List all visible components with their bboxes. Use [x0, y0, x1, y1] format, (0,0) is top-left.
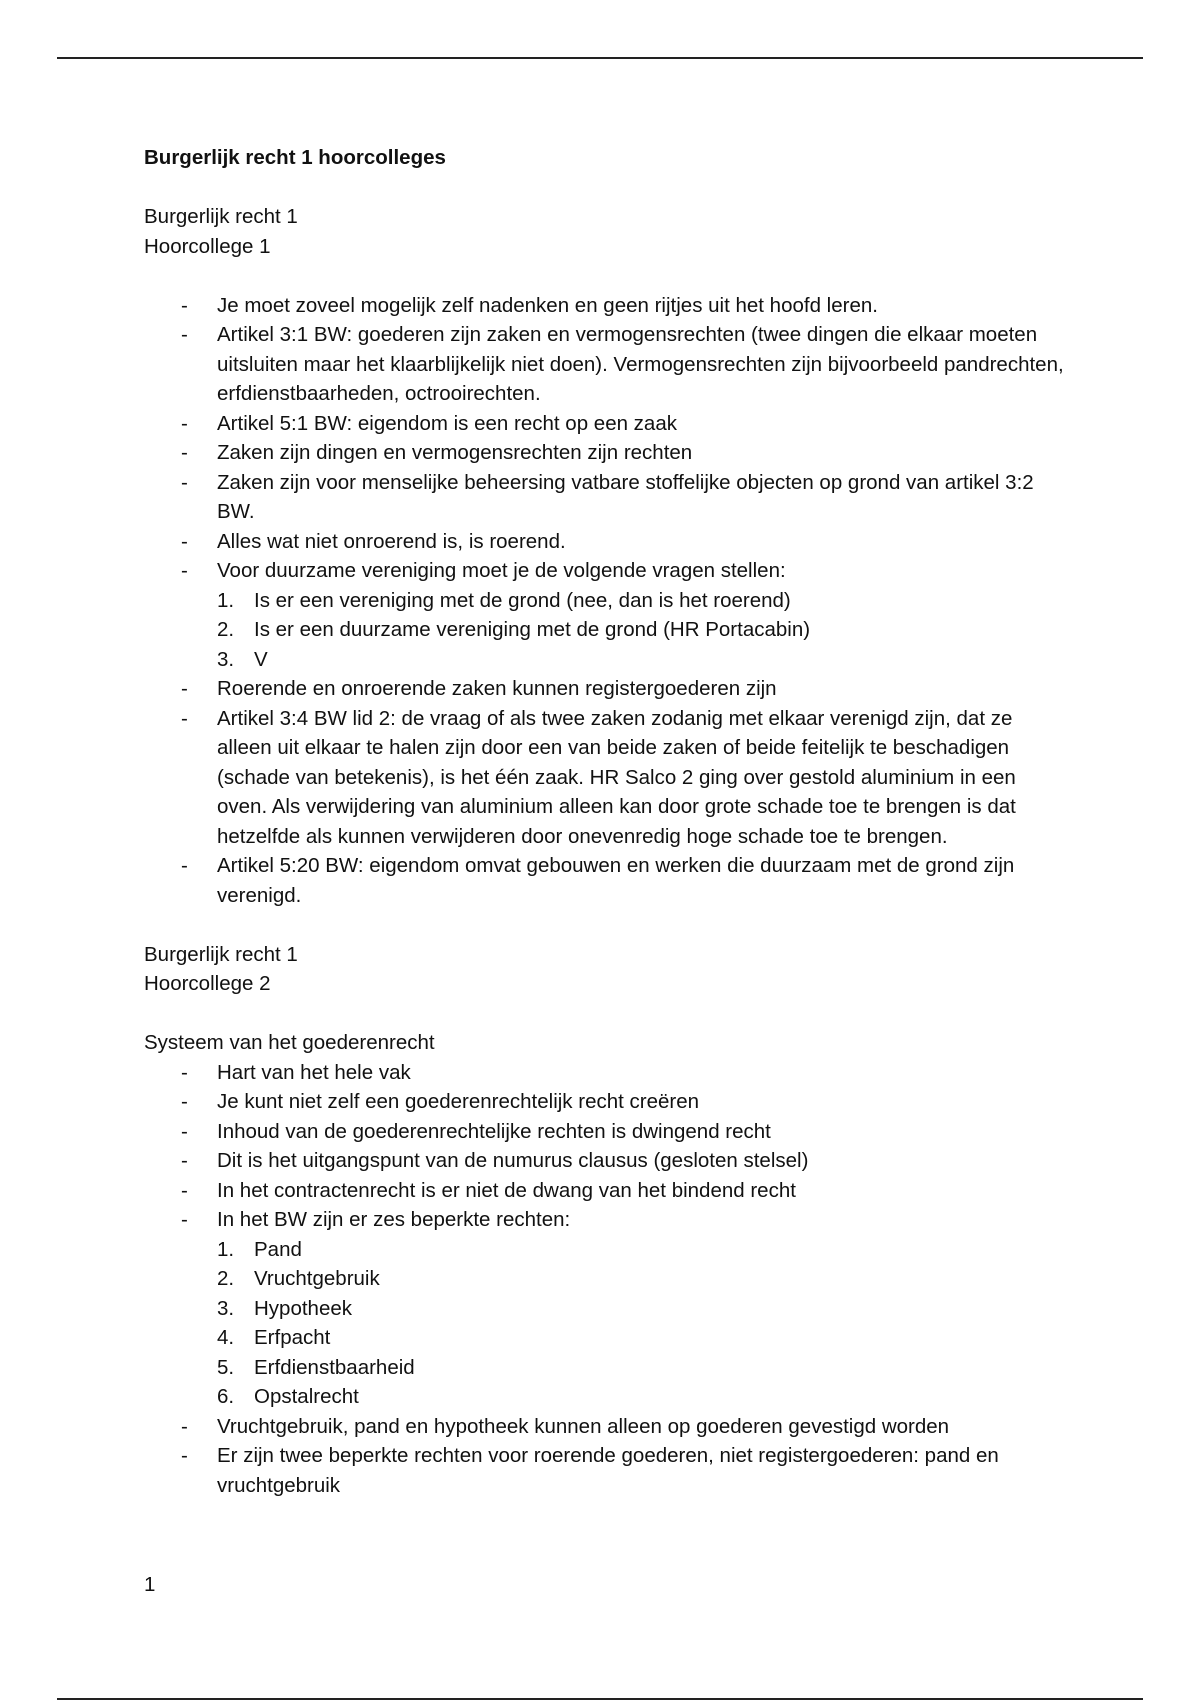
- list-item-text: Zaken zijn voor menselijke beheersing vatbare stoffelijke objecten op grond van artikel 3:2 BW.: [217, 470, 1034, 523]
- number-marker: 1.: [217, 1237, 235, 1261]
- number-marker: 4.: [217, 1326, 235, 1349]
- numbered-item-text: V: [254, 647, 268, 671]
- header-rule: [57, 57, 1143, 59]
- spacer: [144, 173, 1064, 203]
- page-number: 1: [144, 1573, 156, 1596]
- numbered-list: [217, 1235, 1064, 1412]
- numbered-item-text: Erfdienstbaarheid: [254, 1355, 415, 1379]
- list-item: [144, 674, 1064, 704]
- dash-marker: -: [181, 706, 188, 730]
- dash-marker: -: [181, 1060, 188, 1084]
- dash-marker: -: [181, 854, 188, 877]
- section-hoorcollege-1: [144, 202, 1064, 910]
- list-item-text: Artikel 5:1 BW: eigendom is een recht op een zaak: [217, 411, 677, 435]
- list-item: [144, 556, 1064, 586]
- list-item-text: Inhoud van de goederenrechtelijke rechten is dwingend recht: [217, 1119, 771, 1143]
- list-item: [144, 1412, 1064, 1442]
- numbered-item: [217, 1382, 1064, 1412]
- list-item: [144, 527, 1064, 557]
- list-item-text: Zaken zijn dingen en vermogensrechten zijn rechten: [217, 441, 693, 464]
- number-marker: 2.: [217, 1267, 235, 1290]
- numbered-item: [217, 1264, 1064, 1294]
- list-item-text: Artikel 3:4 BW lid 2: de vraag of als twee zaken zodanig met elkaar verenigd zijn, dat ze alleen uit elkaar te halen zijn door een van beide zaken of beide feitelijk te beschadigen (schade van betekenis), is het één zaak. HR Salco 2 ging over gestold aluminium in een oven. Als verwijdering van aluminium alleen kan door grote schade toe te brengen is dat hetzelfde als kunnen verwijderen door onevenredig hoge schade toe te brengen.: [217, 706, 1016, 848]
- section-heading: Systeem van het goederenrecht: [144, 1031, 435, 1054]
- dash-marker: -: [181, 529, 188, 553]
- dash-marker: -: [181, 411, 188, 435]
- list-item-text: Alles wat niet onroerend is, is roerend.: [217, 529, 566, 553]
- number-marker: 2.: [217, 618, 235, 641]
- list-item-text: Er zijn twee beperkte rechten voor roerende goederen, niet registergoederen: pand en vruchtgebruik: [217, 1444, 999, 1497]
- numbered-item-text: Vruchtgebruik: [254, 1267, 380, 1290]
- course-name: Burgerlijk recht 1: [144, 942, 298, 966]
- number-marker: 6.: [217, 1385, 235, 1408]
- list-item-text: In het contractenrecht is er niet de dwang van het bindend recht: [217, 1178, 796, 1202]
- numbered-item-text: Pand: [254, 1237, 302, 1261]
- dash-marker: -: [181, 441, 188, 464]
- list-item-text: Vruchtgebruik, pand en hypotheek kunnen alleen op goederen gevestigd worden: [217, 1414, 950, 1438]
- lecture-name: Hoorcollege 2: [144, 972, 271, 995]
- list-item: [144, 1058, 1064, 1088]
- list-item-text: Roerende en onroerende zaken kunnen registergoederen zijn: [217, 677, 777, 700]
- list-item: [144, 704, 1064, 852]
- list-item-text: Voor duurzame vereniging moet je de volgende vragen stellen:: [217, 559, 786, 582]
- dash-marker: -: [181, 1178, 188, 1202]
- section-hoorcollege-2: [144, 940, 1064, 1501]
- list-item-text: Je kunt niet zelf een goederenrechtelijk recht creëren: [217, 1090, 700, 1113]
- numbered-item: [217, 1323, 1064, 1353]
- dash-marker: -: [181, 323, 188, 346]
- list-item: [144, 1117, 1064, 1147]
- dash-marker: -: [181, 559, 188, 582]
- numbered-item-text: Opstalrecht: [254, 1385, 359, 1408]
- dash-marker: -: [181, 470, 188, 494]
- numbered-item-text: Is er een vereniging met de grond (nee, dan is het roerend): [254, 588, 791, 612]
- bullet-list: [144, 1058, 1064, 1235]
- lecture-name: Hoorcollege 1: [144, 234, 271, 258]
- spacer: [144, 999, 1064, 1029]
- list-item: [144, 320, 1064, 409]
- list-item: [144, 1146, 1064, 1176]
- number-marker: 3.: [217, 1296, 235, 1320]
- bullet-list: [144, 674, 1064, 910]
- numbered-item: [217, 1353, 1064, 1383]
- list-item: [144, 1176, 1064, 1206]
- number-marker: 3.: [217, 647, 235, 671]
- list-item: [144, 468, 1064, 527]
- numbered-item: [217, 615, 1064, 645]
- bullet-list: [144, 1412, 1064, 1501]
- numbered-list: [217, 586, 1064, 675]
- list-item: [144, 438, 1064, 468]
- numbered-item: [217, 1294, 1064, 1324]
- list-item: [144, 409, 1064, 439]
- dash-marker: -: [181, 1149, 188, 1172]
- spacer: [144, 261, 1064, 291]
- dash-marker: -: [181, 1444, 188, 1467]
- numbered-item-text: Erfpacht: [254, 1326, 331, 1349]
- course-name: Burgerlijk recht 1: [144, 205, 298, 228]
- number-marker: 1.: [217, 588, 235, 612]
- bullet-list: [144, 291, 1064, 586]
- dash-marker: -: [181, 1090, 188, 1113]
- list-item: [144, 851, 1064, 910]
- list-item: [144, 291, 1064, 321]
- dash-marker: -: [181, 293, 188, 317]
- list-item-text: Hart van het hele vak: [217, 1060, 411, 1084]
- number-marker: 5.: [217, 1355, 235, 1379]
- list-item: [144, 1441, 1064, 1500]
- numbered-item: [217, 586, 1064, 616]
- numbered-item: [217, 1235, 1064, 1265]
- list-item-text: In het BW zijn er zes beperkte rechten:: [217, 1208, 571, 1231]
- list-item-text: Artikel 5:20 BW: eigendom omvat gebouwen en werken die duurzaam met de grond zijn verenigd.: [217, 854, 1015, 907]
- numbered-item-text: Is er een duurzame vereniging met de grond (HR Portacabin): [254, 618, 811, 641]
- dash-marker: -: [181, 1119, 188, 1143]
- dash-marker: -: [181, 1208, 188, 1231]
- list-item: [144, 1087, 1064, 1117]
- dash-marker: -: [181, 1414, 188, 1438]
- document-title: Burgerlijk recht 1 hoorcolleges: [144, 146, 446, 169]
- dash-marker: -: [181, 677, 188, 700]
- list-item-text: Artikel 3:1 BW: goederen zijn zaken en vermogensrechten (twee dingen die elkaar moeten uitsluiten maar het klaarblijkelijk niet doen). Vermogensrechten zijn bijvoorbeeld pandrechten, erfdienstbaarheden, octrooirechten.: [217, 323, 1064, 405]
- numbered-item: [217, 645, 1064, 675]
- numbered-item-text: Hypotheek: [254, 1296, 353, 1320]
- document-body: [144, 143, 1064, 1500]
- list-item-text: Je moet zoveel mogelijk zelf nadenken en geen rijtjes uit het hoofd leren.: [217, 293, 878, 317]
- list-item: [144, 1205, 1064, 1235]
- spacer: [144, 910, 1064, 940]
- list-item-text: Dit is het uitgangspunt van de numurus clausus (gesloten stelsel): [217, 1149, 809, 1172]
